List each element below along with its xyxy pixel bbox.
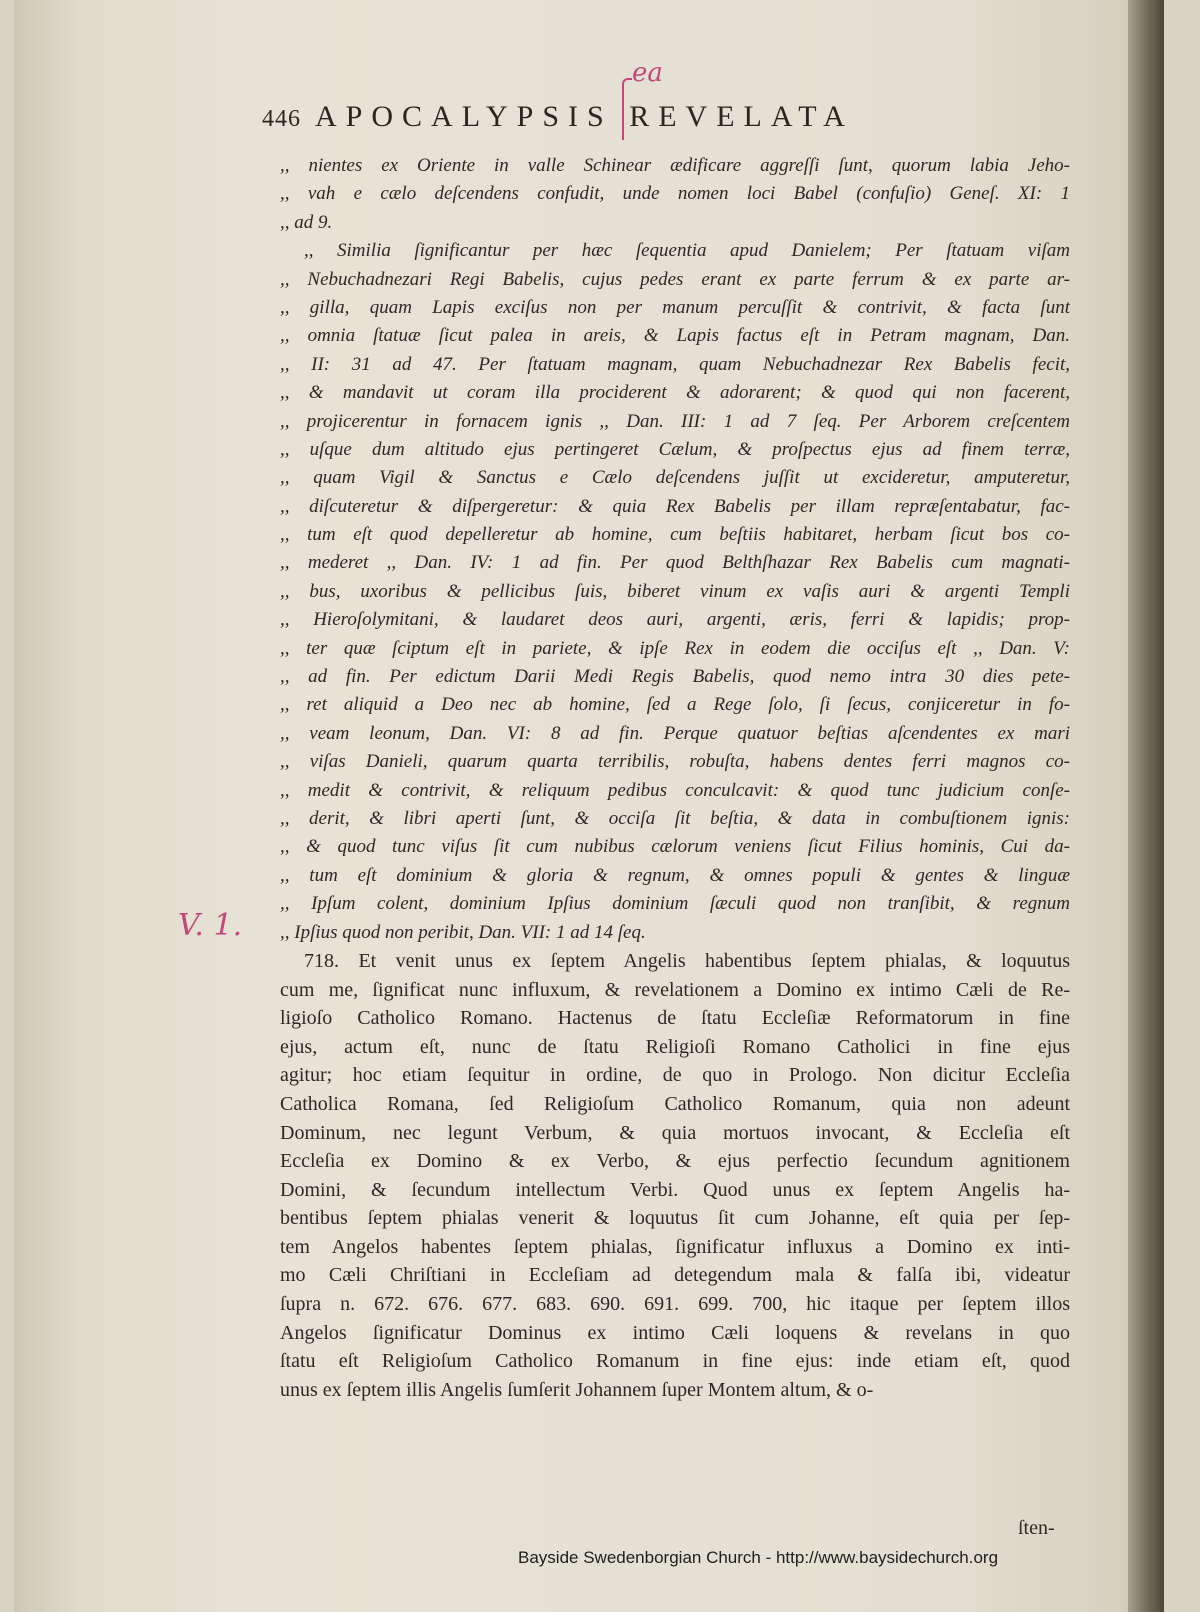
text-line: tem Angelos habentes ſeptem phialas, ſignificatur influxus a Domino ex inti- <box>280 1235 1070 1258</box>
text-line: bentibus ſeptem phialas venerit & loquutus ſit cum Johanne, eſt quia per ſep- <box>280 1207 1070 1230</box>
text-line: ,, quam Vigil & Sanctus e Cælo deſcendens juſſit ut excideretur, amputeretur, <box>280 467 1070 489</box>
text-line: mo Cæli Chriſtiani in Eccleſiam ad detegendum mala & falſa ibi, videatur <box>280 1264 1070 1287</box>
page-header <box>262 100 1142 146</box>
text-line: ,, Nebuchadnezari Regi Babelis, cujus pedes erant ex parte ferrum & ex parte ar- <box>280 268 1070 290</box>
text-line: cum me, ſignificat nunc influxum, & revelationem a Domino ex intimo Cæli de Re- <box>280 978 1070 1001</box>
text-line: unus ex ſeptem illis Angelis ſumſerit Johannem ſuper Montem altum, & o- <box>280 1378 874 1401</box>
text-line: ,, Ipſum colent, dominium Ipſius dominium ſæculi quod non tranſibit, & regnum <box>280 893 1070 915</box>
text-line: Domini, & ſecundum intellectum Verbi. Quod unus ex ſeptem Angelis ha- <box>280 1178 1070 1201</box>
text-line: ,, veam leonum, Dan. VI: 8 ad fin. Perque quatuor beſtias aſcendentes ex mari <box>280 722 1070 744</box>
footer-credit: Bayside Swedenborgian Church - http://www.baysidechurch.org <box>518 1548 999 1567</box>
handwritten-note-top: ea <box>632 58 663 88</box>
page-number: 446 <box>262 106 301 132</box>
text-line: Eccleſia ex Domino & ex Verbo, & ejus perfectio ſecundum agnitionem <box>280 1150 1070 1173</box>
text-line: ejus, actum eſt, nunc de ſtatu Religioſi Romano Catholici in fine ejus <box>280 1035 1070 1058</box>
text-line: ,, projicerentur in fornacem ignis ,, Dan. III: 1 ad 7 ſeq. Per Arborem creſcentem <box>280 410 1070 432</box>
text-line: ,, Ipſius quod non peribit, Dan. VII: 1 ad 14 ſeq. <box>280 921 646 943</box>
text-line: ,, ad 9. <box>280 211 333 233</box>
text-line: ,, mederet ,, Dan. IV: 1 ad fin. Per quod Belthſhazar Rex Babelis cum magnati- <box>280 552 1070 574</box>
text-line: 718. Et venit unus ex ſeptem Angelis habentibus ſeptem phialas, & loquutus <box>304 949 1070 972</box>
text-line: ,, & quod tunc viſus ſit cum nubibus cælorum veniens ſicut Filius hominis, Cui da- <box>280 836 1070 858</box>
text-line: ,, ret aliquid a Deo nec ab homine, ſed a Rege ſolo, ſi ſecus, conjiceretur in fo- <box>280 694 1070 716</box>
text-line: agitur; hoc etiam ſequitur in ordine, de quo in Prologo. Non dicitur Eccleſia <box>280 1064 1070 1087</box>
text-line: ,, viſas Danieli, quarum quarta terribilis, robuſta, habens dentes ferri magnos co- <box>280 751 1070 773</box>
text-line: ligioſo Catholico Romano. Hactenus de ſtatu Eccleſiæ Reformatorum in fine <box>280 1007 1070 1030</box>
text-line: ,, diſcuteretur & diſpergeretur: & quia Rex Babelis per illam repræſentabatur, fac- <box>280 495 1070 517</box>
handwritten-note-margin: V. 1. <box>178 908 243 943</box>
paragraph-718 <box>280 947 1070 1405</box>
text-line: ,, vah e cælo deſcendens confudit, unde nomen loci Babel (confuſio) Geneſ. XI: 1 <box>280 183 1070 205</box>
page-edge-shadow <box>1128 0 1164 1612</box>
text-line: ,, uſque dum altitudo ejus pertingeret Cælum, & proſpectus ejus ad finem terræ, <box>280 438 1070 460</box>
text-line: ,, & mandavit ut coram illa prociderent & adorarent; & quod qui non facerent, <box>280 382 1070 404</box>
body-text <box>280 152 1070 1404</box>
text-line: ,, derit, & libri aperti ſunt, & occiſa ſit beſtia, & data in combuſtionem ignis: <box>280 807 1070 829</box>
text-line: ſtatu eſt Religioſum Catholico Romanum in fine ejus: inde etiam eſt, quod <box>280 1350 1070 1373</box>
text-line: ,, Hieroſolymitani, & laudaret deos auri, argenti, æris, ferri & lapidis; prop- <box>280 609 1070 631</box>
text-line: ,, bus, uxoribus & pellicibus ſuis, biberet vinum ex vaſis auri & argenti Templi <box>280 580 1070 602</box>
handwritten-bracket <box>622 78 632 140</box>
text-line: ,, Similia ſignificantur per hæc ſequentia apud Danielem; Per ſtatuam viſam <box>304 240 1070 262</box>
text-line: ,, medit & contrivit, & reliquum pedibus conculcavit: & quod tunc judicium conſe- <box>280 779 1070 801</box>
text-line: ,, gilla, quam Lapis exciſus non per manum percuſſit & contrivit, & facta ſunt <box>280 296 1070 318</box>
text-line: ,, tum eſt quod depelleretur ab homine, cum beſtiis habitaret, herbam ſicut bos co- <box>280 524 1070 546</box>
text-line: ,, ter quæ ſciptum eſt in pariete, & ipſe Rex in eodem die occiſus eſt ,, Dan. V: <box>280 637 1070 659</box>
running-title: APOCALYPSIS REVELATA <box>315 100 854 133</box>
catchword: ſten- <box>1018 1517 1055 1539</box>
text-line: Catholica Romana, ſed Religioſum Catholico Romanum, quia non adeunt <box>280 1092 1070 1115</box>
text-line: ,, omnia ſtatuæ ſicut palea in areis, & Lapis factus eſt in Petram magnam, Dan. <box>280 325 1070 347</box>
text-line: ,, ad fin. Per edictum Darii Medi Regis Babelis, quod nemo intra 30 dies pete- <box>280 666 1070 688</box>
paragraph-similia <box>280 237 1070 947</box>
text-line: ,, tum eſt dominium & gloria & regnum, & omnes populi & gentes & linguæ <box>280 864 1070 886</box>
text-line: ,, II: 31 ad 47. Per ſtatuam magnam, quam Nebuchadnezar Rex Babelis fecit, <box>280 353 1070 375</box>
text-line: Angelos ſignificatur Dominus ex intimo Cæli loquens & revelans in quo <box>280 1321 1070 1344</box>
quotation-block <box>280 152 1070 237</box>
text-line: ſupra n. 672. 676. 677. 683. 690. 691. 699. 700, hic itaque per ſeptem illos <box>280 1293 1070 1316</box>
text-line: Dominum, nec legunt Verbum, & quia mortuos invocant, & Eccleſia eſt <box>280 1121 1070 1144</box>
text-line: ,, nientes ex Oriente in valle Schinear ædificare aggreſſi ſunt, quorum labia Jeho- <box>280 155 1070 176</box>
